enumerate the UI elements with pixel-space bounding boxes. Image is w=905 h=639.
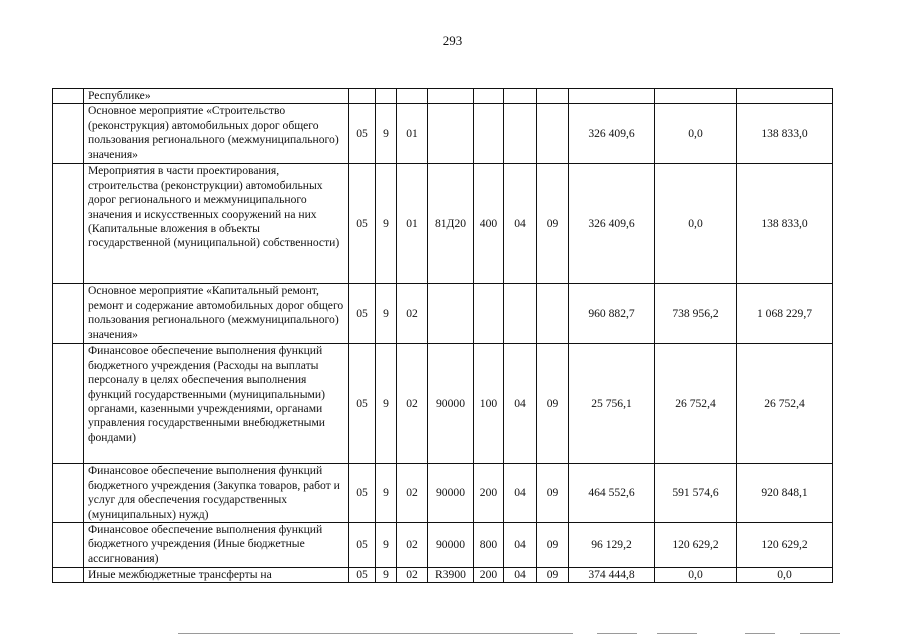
item-name-cell: Иные межбюджетные трансферты на [84,568,349,583]
row-number-cell [53,284,84,344]
row-number-cell [53,464,84,523]
amount-cell: 738 956,2 [655,284,737,344]
code-cell: 04 [504,464,537,523]
code-cell: 05 [349,164,376,284]
code-cell: 05 [349,568,376,583]
amount-cell: 0,0 [655,568,737,583]
code-cell: 05 [349,464,376,523]
bottom-rule [178,633,573,634]
code-cell: 200 [474,464,504,523]
code-cell: 09 [537,164,569,284]
item-name-cell: Основное мероприятие «Капитальный ремонт, ремонт и содержание автомобильных дорог общего пользования регионального (межмуниципального) значения» [84,284,349,344]
code-cell: 02 [397,568,428,583]
code-cell: 9 [376,568,397,583]
code-cell: 01 [397,104,428,164]
code-cell: 100 [474,344,504,464]
code-cell [537,284,569,344]
code-cell: R3900 [428,568,474,583]
code-cell: 9 [376,523,397,568]
item-name-cell: Финансовое обеспечение выполнения функций бюджетного учреждения (Расходы на выплаты персоналу в целях обеспечения выполнения функций государственными (муниципальными) органами, казенными учреждениями, органами управления государственными внебюджетными фондами) [84,344,349,464]
code-cell: 09 [537,464,569,523]
row-number-cell [53,104,84,164]
amount-cell: 0,0 [655,164,737,284]
amount-cell: 138 833,0 [737,164,833,284]
table-row [53,284,833,344]
item-name-cell: Финансовое обеспечение выполнения функций бюджетного учреждения (Закупка товаров, работ и услуг для обеспечения государственных (муниципальных) нужд) [84,464,349,523]
code-cell: 90000 [428,464,474,523]
row-number-cell [53,164,84,284]
code-cell [474,284,504,344]
code-cell: 02 [397,344,428,464]
bottom-rule [657,633,697,634]
budget-table [52,88,833,583]
code-cell: 05 [349,104,376,164]
table-row [53,464,833,523]
bottom-rule [745,633,775,634]
amount-cell: 326 409,6 [569,164,655,284]
amount-cell: 96 129,2 [569,523,655,568]
item-name-cell: Республике» [84,89,349,104]
code-cell: 05 [349,344,376,464]
page-number: 293 [442,33,463,48]
code-cell [428,104,474,164]
code-cell [474,104,504,164]
amount-cell: 591 574,6 [655,464,737,523]
code-cell [537,104,569,164]
code-cell: 90000 [428,344,474,464]
amount-cell: 464 552,6 [569,464,655,523]
code-cell: 04 [504,164,537,284]
code-cell [428,284,474,344]
code-cell: 90000 [428,523,474,568]
code-cell: 09 [537,344,569,464]
code-cell: 02 [397,284,428,344]
code-cell: 9 [376,104,397,164]
amount-cell: 960 882,7 [569,284,655,344]
code-cell: 05 [349,523,376,568]
table-body [53,89,833,583]
row-number-cell [53,344,84,464]
amount-cell: 920 848,1 [737,464,833,523]
code-cell: 02 [397,523,428,568]
code-cell [376,89,397,104]
code-cell: 400 [474,164,504,284]
amount-cell: 138 833,0 [737,104,833,164]
amount-cell [569,89,655,104]
code-cell: 9 [376,164,397,284]
table-row [53,344,833,464]
table-row [53,523,833,568]
item-name-cell: Основное мероприятие «Строительство (реконструкция) автомобильных дорог общего пользования регионального (межмуниципального) значения» [84,104,349,164]
code-cell: 09 [537,568,569,583]
code-cell [537,89,569,104]
table-row [53,89,833,104]
table-row [53,164,833,284]
code-cell: 9 [376,284,397,344]
code-cell: 05 [349,284,376,344]
row-number-cell [53,568,84,583]
code-cell: 9 [376,344,397,464]
amount-cell: 26 752,4 [737,344,833,464]
code-cell [397,89,428,104]
code-cell: 04 [504,523,537,568]
code-cell: 800 [474,523,504,568]
amount-cell: 26 752,4 [655,344,737,464]
bottom-rule [597,633,637,634]
item-name-cell: Мероприятия в части проектирования, строительства (реконструкции) автомобильных дорог регионального и межмуниципального значения и искусственных сооружений на них (Капитальные вложения в объекты государственной (муниципальной) собственности) [84,164,349,284]
amount-cell: 0,0 [737,568,833,583]
row-number-cell [53,89,84,104]
code-cell [349,89,376,104]
code-cell: 04 [504,344,537,464]
amount-cell: 326 409,6 [569,104,655,164]
code-cell [428,89,474,104]
amount-cell [655,89,737,104]
code-cell: 81Д20 [428,164,474,284]
code-cell: 200 [474,568,504,583]
table-row [53,568,833,583]
code-cell: 9 [376,464,397,523]
amount-cell: 0,0 [655,104,737,164]
amount-cell: 120 629,2 [737,523,833,568]
amount-cell: 1 068 229,7 [737,284,833,344]
code-cell: 04 [504,568,537,583]
code-cell [474,89,504,104]
amount-cell: 120 629,2 [655,523,737,568]
code-cell [504,104,537,164]
amount-cell: 25 756,1 [569,344,655,464]
amount-cell [737,89,833,104]
item-name-cell: Финансовое обеспечение выполнения функций бюджетного учреждения (Иные бюджетные ассигнования) [84,523,349,568]
row-number-cell [53,523,84,568]
code-cell [504,284,537,344]
code-cell: 02 [397,464,428,523]
code-cell: 01 [397,164,428,284]
code-cell: 09 [537,523,569,568]
amount-cell: 374 444,8 [569,568,655,583]
code-cell [504,89,537,104]
bottom-rule [800,633,840,634]
table-row [53,104,833,164]
